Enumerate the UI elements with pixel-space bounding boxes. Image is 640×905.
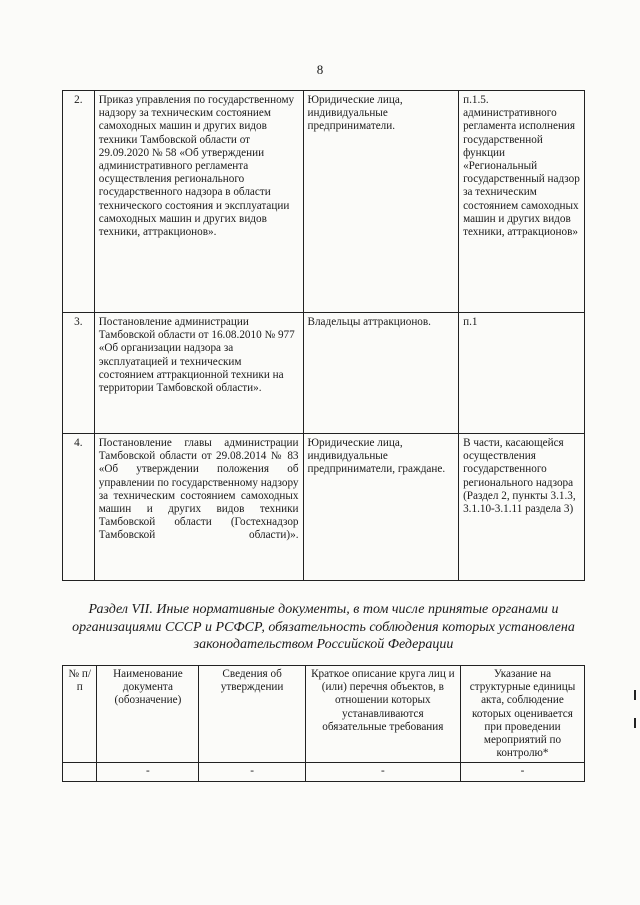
header-description: Краткое описание круга лиц и (или) перечня объектов, в отношении которых устанавливаются обязательные требования (305, 666, 460, 763)
table-row (63, 434, 585, 581)
cell-name: - (97, 763, 199, 781)
section-title: Раздел VII. Иные нормативные документы, в том числе принятые органами и организациями СССР и РСФСР, обязательность соблюдения которых установлена законодательством Российской Федерации (72, 602, 575, 652)
cell-num (63, 763, 97, 781)
row-number: 4. (63, 434, 95, 581)
table-row (63, 313, 585, 434)
persons-cell: Юридические лица, индивидуальные предприниматели, граждане. (303, 434, 459, 581)
row-number: 2. (63, 91, 95, 313)
header-approval: Сведения об утверждении (199, 666, 305, 763)
other-documents-table (62, 665, 585, 782)
scan-mark (634, 690, 636, 700)
parts-cell: В части, касающейся осуществления государственного регионального надзора (Раздел 2, пункты 3.1.3, 3.1.10-3.1.11 раздела 3) (459, 434, 585, 581)
table-row (63, 91, 585, 313)
document-name: Постановление главы администрации Тамбовской области от 29.08.2014 № 83 «Об утверждении положения об управлении по государственному надзору за техническим состоянием самоходных машин и других видов техники Тамбовской области (Гостехнадзор Тамбовской области)». (94, 434, 303, 581)
header-name: Наименование документа (обозначение) (97, 666, 199, 763)
scan-mark (634, 718, 636, 728)
persons-cell: Юридические лица, индивидуальные предприниматели. (303, 91, 459, 313)
cell-description: - (305, 763, 460, 781)
document-name: Приказ управления по государственному надзору за техническим состоянием самоходных машин и других видов техники Тамбовской области от 29.09.2020 № 58 «Об утверждении административного регламента осуществления регионального государственного надзора в области технического состояния и эксплуатации самоходных машин и других видов техники, аттракционов». (94, 91, 303, 313)
table-row (63, 763, 585, 781)
table-header-row (63, 666, 585, 763)
header-num: № п/п (63, 666, 97, 763)
page-number: 8 (316, 62, 324, 77)
parts-cell: п.1.5. административного регламента исполнения государственной функции «Региональный государственный надзор за техническим состоянием самоходных машин и других видов техники, аттракционов» (459, 91, 585, 313)
parts-cell: п.1 (459, 313, 585, 434)
cell-approval: - (199, 763, 305, 781)
cell-units: - (460, 763, 584, 781)
persons-cell: Владельцы аттракционов. (303, 313, 459, 434)
row-number: 3. (63, 313, 95, 434)
header-units: Указание на структурные единицы акта, соблюдение которых оценивается при проведении мероприятий по контролю* (460, 666, 584, 763)
documents-table (62, 90, 585, 581)
document-name: Постановление администрации Тамбовской области от 16.08.2010 № 977 «Об организации надзора за эксплуатацией и техническим состоянием аттракционной техники на территории Тамбовской области». (94, 313, 303, 434)
